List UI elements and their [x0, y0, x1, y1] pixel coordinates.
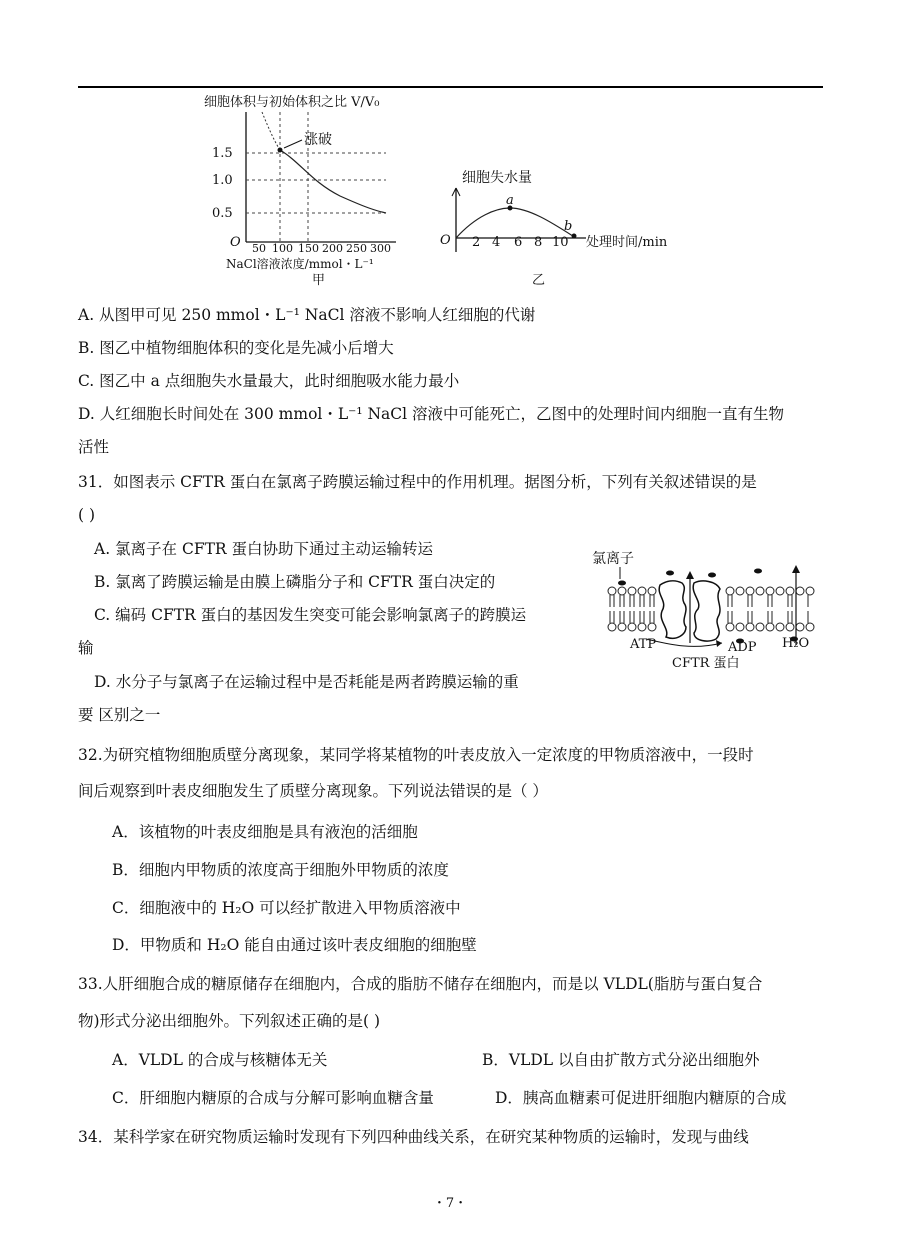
- jia-xtick: 300: [370, 242, 391, 255]
- option-line: C. 图乙中 a 点细胞失水量最大，此时细胞吸水能力最小: [78, 372, 460, 390]
- cftr-water-label: H₂O: [782, 636, 810, 651]
- chloride-ion: [618, 581, 626, 586]
- jia-ytick: 1.5: [212, 146, 233, 161]
- option-line: D. 人红细胞长时间处在 300 mmol・L⁻¹ NaCl 溶液中可能死亡，乙图中的处理时间内细胞一直有生物: [78, 405, 785, 423]
- jia-burst-point: [278, 148, 283, 153]
- arrow-head: [686, 571, 694, 579]
- yi-label-b: b: [564, 219, 573, 234]
- chloride-ion: [708, 573, 716, 578]
- question-34-stem: 34．某科学家在研究物质运输时发现有下列四种曲线关系，在研究某种物质的运输时，发现与曲线: [78, 1128, 749, 1146]
- figure-cftr: [590, 545, 825, 675]
- yi-origin: O: [440, 233, 451, 248]
- cftr-protein-label: CFTR 蛋白: [672, 656, 740, 671]
- jia-ylabel: 细胞体积与初始体积之比 V/V₀: [204, 95, 380, 110]
- option-line: C．细胞液中的 H₂O 可以经扩散进入甲物质溶液中: [112, 899, 461, 917]
- question-32-stem: 32.为研究植物细胞质壁分离现象，某同学将某植物的叶表皮放入一定浓度的甲物质溶液中，一段时: [78, 746, 754, 764]
- question-33-stem: 33.人肝细胞合成的糖原储存在细胞内，合成的脂肪不储存在细胞内，而是以 VLDL(脂肪与蛋白复合: [78, 975, 763, 993]
- question-33-stem: 物)形式分泌出细胞外。下列叙述正确的是( ): [78, 1012, 381, 1030]
- cftr-ion-label: 氯离子: [592, 551, 634, 567]
- option-line: B. 图乙中植物细胞体积的变化是先减小后增大: [78, 339, 394, 357]
- cftr-adp-label: ADP: [728, 640, 757, 655]
- yi-xlabel: 处理时间/min: [586, 235, 668, 250]
- option-line: D．胰高血糖素可促进肝细胞内糖原的合成: [495, 1089, 787, 1107]
- yi-label-a: a: [506, 193, 514, 208]
- jia-caption: 甲: [312, 273, 326, 288]
- yi-caption: 乙: [532, 273, 546, 288]
- option-line: B．VLDL 以自由扩散方式分泌出细胞外: [482, 1051, 760, 1069]
- cftr-protein-right: [693, 581, 720, 641]
- option-line: D．甲物质和 H₂O 能自由通过该叶表皮细胞的细胞壁: [112, 936, 477, 954]
- yi-point-b: [572, 234, 577, 239]
- jia-xtick: 250: [346, 242, 367, 255]
- jia-annotation-arrow: [284, 140, 302, 148]
- jia-dashed-curve: [262, 112, 280, 150]
- option-line: A. 从图甲可见 250 mmol・L⁻¹ NaCl 溶液不影响人红细胞的代谢: [78, 306, 536, 324]
- figure-yi: [436, 160, 706, 288]
- yi-xtick: 6: [514, 235, 523, 250]
- question-32-stem: 间后观察到叶表皮细胞发生了质壁分离现象。下列说法错误的是（ ）: [78, 782, 548, 800]
- jia-curve: [280, 150, 386, 213]
- option-line: C．肝细胞内糖原的合成与分解可影响血糖含量: [112, 1089, 434, 1107]
- cftr-atp-label: ATP: [630, 637, 657, 652]
- option-line: A．该植物的叶表皮细胞是具有液泡的活细胞: [112, 823, 418, 841]
- option-line: 活性: [78, 438, 110, 456]
- option-line: A. 氯离子在 CFTR 蛋白协助下通过主动运输转运: [94, 540, 434, 558]
- option-line: 输: [78, 639, 94, 657]
- yi-curve: [456, 208, 576, 238]
- arrow-head: [716, 640, 722, 647]
- chloride-ion: [666, 571, 674, 576]
- jia-xlabel: NaCl溶液浓度/mmol・L⁻¹: [226, 257, 374, 271]
- page-number: ・7・: [432, 1196, 468, 1211]
- jia-origin: O: [230, 235, 241, 250]
- jia-xtick: 50: [252, 242, 266, 255]
- jia-xtick: 150: [298, 242, 319, 255]
- jia-xtick: 100: [272, 242, 293, 255]
- cftr-protein-left: [659, 581, 686, 638]
- question-31-blank: ( ): [78, 506, 96, 524]
- jia-ytick: 0.5: [212, 206, 233, 221]
- option-line: A．VLDL 的合成与核糖体无关: [112, 1051, 328, 1069]
- question-31-stem: 31．如图表示 CFTR 蛋白在氯离子跨膜运输过程中的作用机理。据图分析，下列有关叙述错误的是: [78, 473, 757, 491]
- yi-xtick: 8: [534, 235, 543, 250]
- option-line: C. 编码 CFTR 蛋白的基因发生突变可能会影响氯离子的跨膜运: [94, 606, 527, 624]
- jia-annotation: 涨破: [304, 132, 332, 148]
- jia-xtick: 200: [322, 242, 343, 255]
- header-rule: [78, 86, 823, 88]
- jia-ytick: 1.0: [212, 173, 233, 188]
- figure-jia: [200, 92, 430, 288]
- yi-xtick: 4: [492, 235, 501, 250]
- yi-ylabel: 细胞失水量: [462, 170, 532, 186]
- chloride-ion: [754, 569, 762, 574]
- yi-xtick: 2: [472, 235, 481, 250]
- option-line: D. 水分子与氯离子在运输过程中是否耗能是两者跨膜运输的重: [94, 673, 519, 691]
- arrow-head: [792, 565, 800, 573]
- yi-xtick: 10: [552, 235, 569, 250]
- option-line: B．细胞内甲物质的浓度高于细胞外甲物质的浓度: [112, 861, 449, 879]
- option-line: B. 氯离了跨膜运输是由膜上磷脂分子和 CFTR 蛋白决定的: [94, 573, 496, 591]
- option-line: 要 区别之一: [78, 706, 161, 724]
